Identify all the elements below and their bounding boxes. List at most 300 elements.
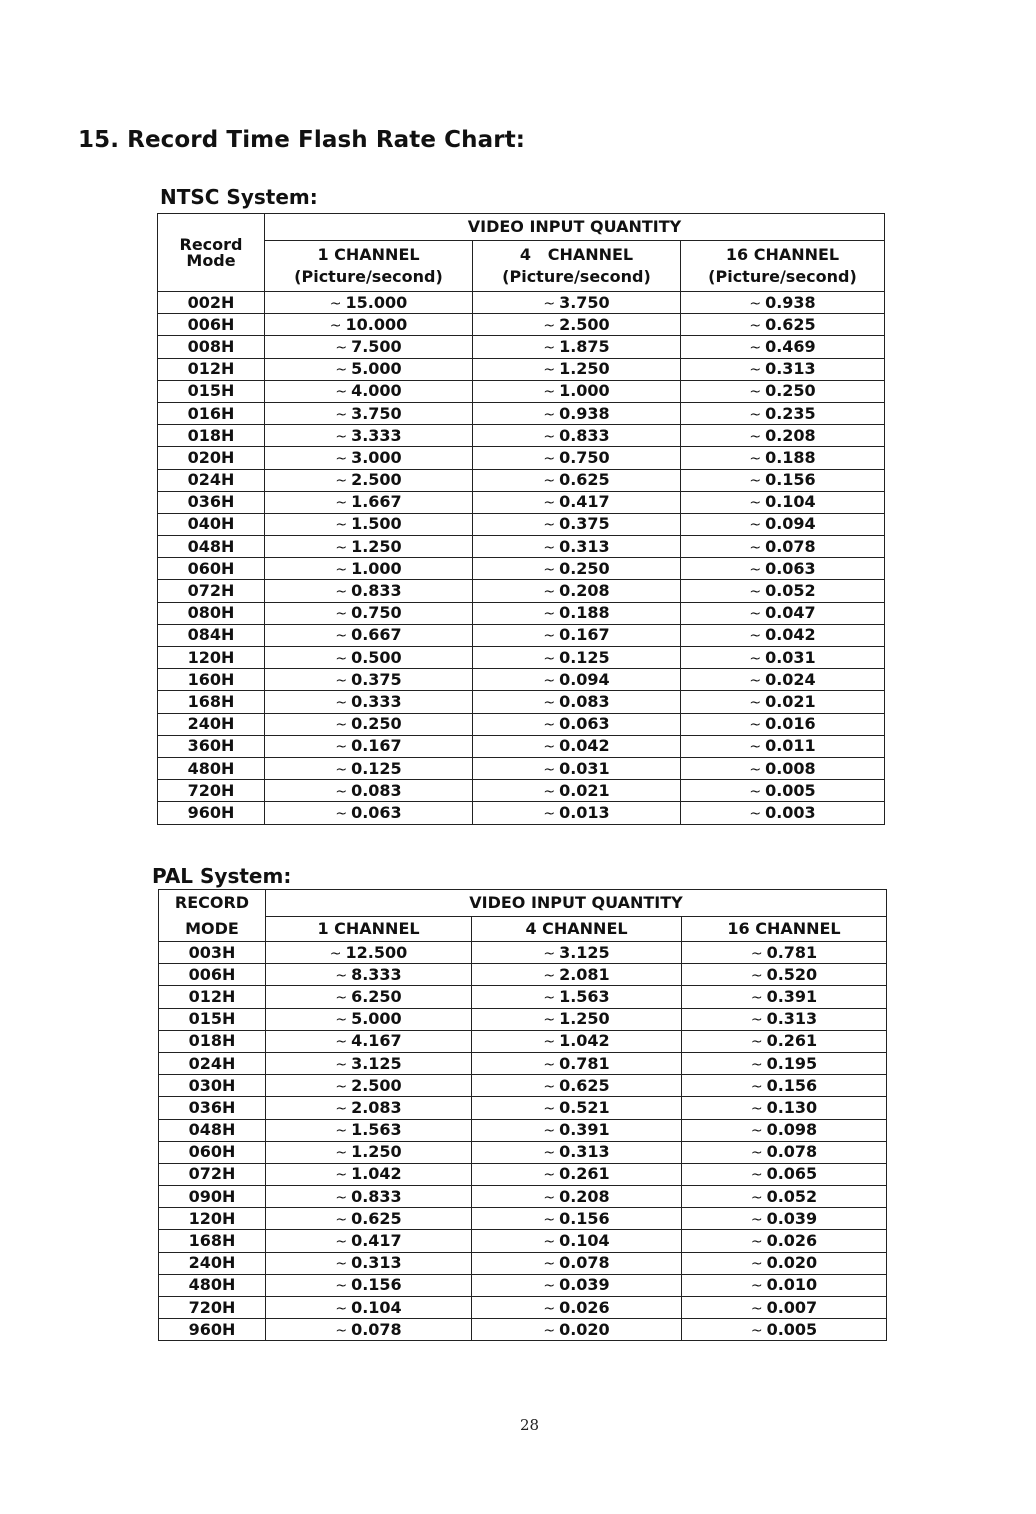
table-row [158,691,885,713]
rate-cell-ch4 [473,380,681,402]
approx-symbol: ~ [543,650,556,667]
approx-symbol: ~ [335,606,348,623]
rate-value: 0.938 [765,292,816,312]
rate-value: 0.104 [351,1297,402,1317]
rate-cell-ch4 [472,1052,682,1074]
rate-cell-ch4 [473,647,681,669]
rate-cell-ch16 [681,580,885,602]
approx-symbol: ~ [543,694,556,711]
rate-cell-ch4 [473,558,681,580]
approx-symbol: ~ [335,428,348,445]
rate-value: 0.011 [765,736,816,756]
rate-value: 0.083 [559,691,610,711]
record-mode-cell: 168H [158,691,265,713]
approx-symbol: ~ [750,1256,763,1273]
approx-symbol: ~ [749,739,762,756]
approx-symbol: ~ [335,1211,348,1228]
rate-cell-ch1 [265,469,473,491]
rate-value: 0.020 [559,1319,610,1339]
table-row [158,780,885,802]
rate-cell-ch1 [265,624,473,646]
approx-symbol: ~ [543,1145,556,1162]
rate-cell-ch4 [472,1186,682,1208]
approx-symbol: ~ [335,362,348,379]
rate-cell-ch16 [682,1008,887,1030]
rate-value: 0.833 [351,581,402,601]
rate-cell-ch1 [266,1208,472,1230]
rate-cell-ch4 [473,336,681,358]
approx-symbol: ~ [335,967,348,984]
approx-symbol: ~ [749,295,762,312]
approx-symbol: ~ [335,1100,348,1117]
rate-cell-ch16 [682,1141,887,1163]
approx-symbol: ~ [543,783,556,800]
record-mode-cell: 090H [159,1186,266,1208]
rate-value: 0.195 [766,1053,818,1073]
rate-value: 0.104 [765,492,816,512]
approx-symbol: ~ [335,1256,348,1273]
rate-value: 0.156 [766,1075,818,1095]
rate-cell-ch1 [266,1274,472,1296]
rate-cell-ch1 [265,491,473,513]
rate-value: 0.098 [766,1120,818,1140]
rate-value: 0.391 [559,1120,610,1140]
rate-cell-ch16 [681,669,885,691]
record-mode-cell: 020H [158,447,265,469]
rate-cell-ch1 [265,402,473,424]
record-mode-cell: 084H [158,624,265,646]
approx-symbol: ~ [750,1234,763,1251]
approx-symbol: ~ [543,473,556,490]
approx-symbol: ~ [335,473,348,490]
rate-value: 0.250 [559,558,610,578]
rate-cell-ch1 [265,780,473,802]
rate-value: 0.208 [765,425,816,445]
table-row [158,558,885,580]
table-row [158,292,885,314]
table-row [159,1208,887,1230]
rate-value: 0.063 [559,714,610,734]
rate-cell-ch4 [473,757,681,779]
rate-value: 0.375 [351,669,402,689]
approx-symbol: ~ [750,1123,763,1140]
rate-cell-ch16 [682,986,887,1008]
table-row [159,1186,887,1208]
rate-value: 10.000 [345,314,408,334]
rate-cell-ch1 [266,1119,472,1141]
table-row [159,1030,887,1052]
rate-value: 15.000 [345,292,408,312]
approx-symbol: ~ [749,561,762,578]
table-row [158,447,885,469]
rate-value: 0.313 [559,536,610,556]
rate-value: 3.750 [351,403,402,423]
rate-value: 0.261 [559,1164,610,1184]
rate-value: 0.333 [351,691,402,711]
rate-value: 1.250 [559,359,610,379]
rate-cell-ch16 [681,425,885,447]
rate-value: 0.520 [766,964,818,984]
record-mode-cell: 060H [158,558,265,580]
column-header-16-channel: 16 CHANNEL [682,917,887,942]
rate-cell-ch16 [681,536,885,558]
rate-cell-ch1 [266,1319,472,1341]
rate-value: 1.563 [559,986,610,1006]
rate-cell-ch4 [473,691,681,713]
rate-cell-ch1 [266,1252,472,1274]
rate-value: 2.500 [351,470,402,490]
rate-value: 0.833 [351,1186,402,1206]
rate-value: 0.156 [351,1275,402,1295]
approx-symbol: ~ [749,783,762,800]
table-row [159,1319,887,1341]
rate-cell-ch1 [266,1097,472,1119]
column-name: 4 CHANNEL [519,245,634,265]
table-row [158,513,885,535]
rate-value: 0.039 [559,1275,610,1295]
rate-value: 0.013 [559,802,610,822]
rate-value: 0.625 [559,1075,610,1095]
rate-value: 6.250 [351,986,402,1006]
column-header-4-channel: 4 CHANNEL [472,917,682,942]
rate-value: 0.125 [351,758,402,778]
rate-value: 8.333 [351,964,402,984]
table-row [159,942,887,964]
rate-value: 7.500 [351,336,402,356]
approx-symbol: ~ [749,584,762,601]
rate-cell-ch4 [472,1252,682,1274]
approx-symbol: ~ [543,717,556,734]
approx-symbol: ~ [335,628,348,645]
rate-cell-ch1 [266,1230,472,1252]
approx-symbol: ~ [335,805,348,822]
approx-symbol: ~ [749,317,762,334]
rate-value: 0.750 [559,447,610,467]
approx-symbol: ~ [750,1322,763,1339]
rate-cell-ch1 [266,1186,472,1208]
rate-cell-ch4 [472,1008,682,1030]
table-row [159,1052,887,1074]
rate-cell-ch4 [473,469,681,491]
rate-value: 3.000 [351,447,402,467]
rate-value: 5.000 [351,1009,402,1029]
approx-symbol: ~ [543,1278,556,1295]
pal-system-label: PAL System: [152,864,292,888]
rate-value: 0.781 [559,1053,610,1073]
approx-symbol: ~ [749,717,762,734]
record-mode-cell: 006H [159,964,266,986]
table-row [158,713,885,735]
rate-cell-ch4 [473,802,681,824]
approx-symbol: ~ [750,1211,763,1228]
rate-value: 5.000 [351,359,402,379]
rate-value: 0.042 [559,736,610,756]
rate-cell-ch16 [681,336,885,358]
rate-value: 1.875 [559,336,610,356]
approx-symbol: ~ [543,384,556,401]
table-row [159,1097,887,1119]
approx-symbol: ~ [543,406,556,423]
rate-value: 3.750 [559,292,610,312]
approx-symbol: ~ [749,362,762,379]
approx-symbol: ~ [329,317,342,334]
approx-symbol: ~ [749,650,762,667]
rate-value: 1.000 [351,558,402,578]
rate-value: 0.417 [351,1231,402,1251]
rate-cell-ch16 [682,1075,887,1097]
rate-cell-ch16 [681,292,885,314]
column-header-4-channel [473,241,681,292]
approx-symbol: ~ [543,761,556,778]
record-mode-header-line2: Mode [186,250,236,270]
approx-symbol: ~ [749,628,762,645]
table-row [158,402,885,424]
approx-symbol: ~ [749,539,762,556]
table-row [158,358,885,380]
rate-cell-ch4 [472,1230,682,1252]
record-mode-cell: 168H [159,1230,266,1252]
rate-value: 0.021 [765,691,816,711]
rate-cell-ch4 [473,314,681,336]
table-row [158,624,885,646]
rate-cell-ch1 [265,580,473,602]
rate-cell-ch1 [265,669,473,691]
approx-symbol: ~ [543,1256,556,1273]
record-mode-cell: 240H [158,713,265,735]
rate-value: 0.625 [765,314,816,334]
approx-symbol: ~ [335,989,348,1006]
rate-value: 12.500 [345,942,408,962]
approx-symbol: ~ [750,1056,763,1073]
rate-cell-ch4 [473,536,681,558]
rate-cell-ch4 [473,735,681,757]
rate-value: 2.500 [351,1075,402,1095]
rate-cell-ch4 [472,1075,682,1097]
record-mode-cell: 015H [159,1008,266,1030]
rate-cell-ch1 [265,314,473,336]
rate-value: 3.125 [351,1053,402,1073]
rate-cell-ch1 [266,942,472,964]
table-row [158,602,885,624]
rate-cell-ch16 [681,380,885,402]
rate-value: 0.065 [766,1164,818,1184]
rate-cell-ch16 [682,1030,887,1052]
rate-value: 0.083 [351,780,402,800]
rate-cell-ch4 [472,1030,682,1052]
rate-cell-ch16 [682,1319,887,1341]
table-row [159,1141,887,1163]
table-row [158,647,885,669]
rate-value: 0.208 [559,1186,610,1206]
table-row [158,580,885,602]
rate-value: 0.521 [559,1097,610,1117]
record-mode-cell: 480H [158,757,265,779]
record-mode-cell: 006H [158,314,265,336]
rate-value: 0.417 [559,492,610,512]
rate-value: 0.005 [765,780,816,800]
rate-cell-ch4 [473,358,681,380]
table-row [159,1297,887,1319]
rate-cell-ch1 [265,602,473,624]
rate-cell-ch16 [681,491,885,513]
rate-cell-ch16 [681,469,885,491]
approx-symbol: ~ [750,1145,763,1162]
rate-value: 1.563 [351,1120,402,1140]
rate-cell-ch4 [472,1141,682,1163]
rate-cell-ch16 [681,513,885,535]
approx-symbol: ~ [335,450,348,467]
rate-value: 4.000 [351,381,402,401]
rate-cell-ch1 [266,964,472,986]
rate-value: 0.078 [766,1142,818,1162]
video-input-quantity-header: VIDEO INPUT QUANTITY [266,890,887,917]
rate-value: 0.938 [559,403,610,423]
rate-value: 1.042 [351,1164,402,1184]
rate-cell-ch1 [266,1075,472,1097]
rate-cell-ch16 [681,624,885,646]
record-mode-cell: 002H [158,292,265,314]
approx-symbol: ~ [543,539,556,556]
rate-cell-ch16 [682,1208,887,1230]
approx-symbol: ~ [335,650,348,667]
approx-symbol: ~ [750,945,763,962]
approx-symbol: ~ [543,362,556,379]
rate-value: 0.130 [766,1097,818,1117]
rate-value: 2.500 [559,314,610,334]
approx-symbol: ~ [335,1278,348,1295]
rate-value: 0.391 [766,986,818,1006]
rate-cell-ch1 [265,425,473,447]
approx-symbol: ~ [335,584,348,601]
record-mode-cell: 030H [159,1075,266,1097]
rate-cell-ch16 [681,447,885,469]
approx-symbol: ~ [335,1056,348,1073]
rate-value: 0.020 [766,1253,818,1273]
rate-value: 0.052 [766,1186,818,1206]
rate-value: 0.042 [765,625,816,645]
rate-cell-ch1 [265,757,473,779]
rate-value: 0.313 [351,1253,402,1273]
rate-cell-ch4 [473,669,681,691]
rate-cell-ch16 [681,802,885,824]
approx-symbol: ~ [749,495,762,512]
rate-cell-ch1 [265,513,473,535]
rate-value: 0.094 [559,669,610,689]
rate-cell-ch16 [682,1186,887,1208]
approx-symbol: ~ [543,1189,556,1206]
rate-value: 0.021 [559,780,610,800]
rate-value: 0.026 [766,1231,818,1251]
approx-symbol: ~ [543,1211,556,1228]
rate-value: 0.047 [765,603,816,623]
table-row [158,669,885,691]
approx-symbol: ~ [335,1167,348,1184]
rate-cell-ch1 [266,1163,472,1185]
rate-cell-ch1 [266,1052,472,1074]
rate-cell-ch1 [265,713,473,735]
rate-value: 0.063 [765,558,816,578]
table-row [159,1075,887,1097]
record-mode-cell: 008H [158,336,265,358]
page-number: 28 [520,1416,540,1434]
approx-symbol: ~ [335,406,348,423]
approx-symbol: ~ [335,517,348,534]
rate-value: 0.078 [351,1319,402,1339]
approx-symbol: ~ [749,339,762,356]
table-row [158,425,885,447]
rate-value: 0.024 [765,669,816,689]
record-mode-cell: 960H [159,1319,266,1341]
rate-cell-ch16 [682,942,887,964]
rate-cell-ch4 [473,713,681,735]
rate-cell-ch16 [682,964,887,986]
record-mode-cell: 012H [158,358,265,380]
rate-value: 0.250 [351,714,402,734]
rate-cell-ch4 [473,580,681,602]
rate-cell-ch1 [265,447,473,469]
column-name: 1 CHANNEL [317,245,420,265]
rate-value: 0.750 [351,603,402,623]
rate-cell-ch1 [265,647,473,669]
rate-value: 1.250 [351,536,402,556]
rate-value: 0.026 [559,1297,610,1317]
rate-cell-ch4 [472,942,682,964]
record-mode-cell: 003H [159,942,266,964]
approx-symbol: ~ [750,1300,763,1317]
rate-value: 3.125 [559,942,610,962]
rate-value: 0.005 [766,1319,818,1339]
approx-symbol: ~ [335,672,348,689]
rate-cell-ch4 [472,1119,682,1141]
record-mode-header-line1: Record [179,234,243,254]
column-unit: (Picture/second) [502,267,651,286]
rate-value: 0.039 [766,1208,818,1228]
approx-symbol: ~ [750,1012,763,1029]
approx-symbol: ~ [543,339,556,356]
table-row [159,1274,887,1296]
rate-value: 0.313 [559,1142,610,1162]
record-mode-cell: 015H [158,380,265,402]
record-mode-header [158,214,265,292]
record-mode-cell: 120H [158,647,265,669]
rate-value: 0.250 [765,381,816,401]
rate-cell-ch16 [682,1097,887,1119]
rate-value: 0.167 [559,625,610,645]
table-row [158,802,885,824]
rate-value: 0.625 [559,470,610,490]
rate-value: 0.094 [765,514,816,534]
pal-rate-table [158,889,887,1341]
approx-symbol: ~ [335,1189,348,1206]
rate-cell-ch1 [266,986,472,1008]
rate-cell-ch4 [473,491,681,513]
approx-symbol: ~ [543,805,556,822]
rate-cell-ch4 [473,602,681,624]
record-mode-cell: 048H [159,1119,266,1141]
approx-symbol: ~ [750,1078,763,1095]
record-mode-cell: 160H [158,669,265,691]
column-name: 16 CHANNEL [725,245,840,265]
ntsc-system-label: NTSC System: [160,185,318,209]
approx-symbol: ~ [335,339,348,356]
rate-cell-ch4 [472,1297,682,1319]
approx-symbol: ~ [335,1078,348,1095]
rate-cell-ch1 [265,802,473,824]
rate-value: 0.833 [559,425,610,445]
record-mode-cell: 036H [158,491,265,513]
approx-symbol: ~ [335,1123,348,1140]
rate-cell-ch16 [681,691,885,713]
